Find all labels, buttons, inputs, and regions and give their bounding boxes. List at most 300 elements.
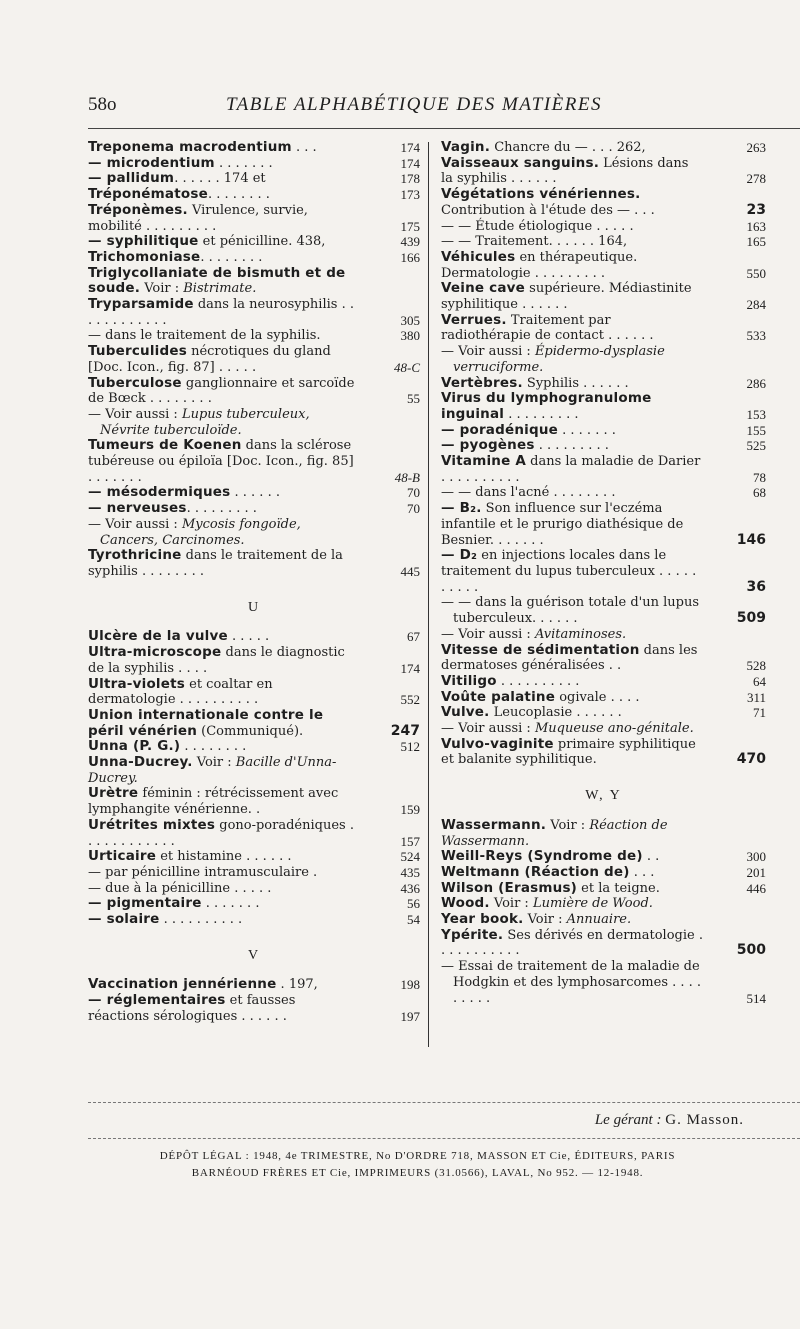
index-entry (88, 818, 420, 849)
entries-wy (441, 818, 766, 1006)
entry-headword: — pigmentaire (88, 895, 202, 912)
entry-text (441, 881, 766, 897)
entry-description: Voir : (523, 912, 567, 928)
entry-text (88, 140, 420, 156)
entry-headword: Virus du lymphogranulome inguinal (441, 390, 652, 422)
entry-description: . . . . . . . (201, 896, 260, 912)
entry-description: — — dans l'acné . . . . . . . . (441, 485, 616, 501)
separator-rule (88, 1102, 800, 1103)
entry-text (88, 755, 420, 786)
entry-description: dans la sclérose tubéreuse ou épiloïa [Doc. Icon., fig. 85] . . . . . . . (88, 438, 354, 485)
entry-page-number: 70 (407, 501, 420, 517)
entry-description: et coaltar en dermatologie . . . . . . . . . . (88, 676, 273, 708)
entry-page-number: 146 (736, 531, 766, 548)
index-entry (441, 865, 766, 881)
gerant-line (595, 1112, 744, 1129)
entry-page-number: 78 (753, 469, 766, 485)
entries-t (88, 140, 420, 580)
footer-rule (88, 1138, 800, 1139)
entry-headword: Verrues. (441, 311, 507, 328)
index-entry (88, 376, 420, 407)
entry-text (441, 423, 766, 439)
entry-description: . . . . . (227, 629, 270, 645)
index-entry (441, 881, 766, 897)
entry-text (441, 219, 766, 235)
index-entry (88, 407, 420, 438)
entry-page-number: 201 (746, 864, 766, 880)
entry-headword: Urètre (88, 785, 139, 802)
entry-page-number: 436 (400, 880, 420, 896)
entry-headword: — poradénique (441, 421, 558, 438)
entry-headword: Trichomoniase (88, 248, 201, 265)
index-entry (441, 250, 766, 281)
index-entry (441, 674, 766, 690)
index-entry (88, 344, 420, 375)
entry-text (441, 737, 766, 768)
entry-text (88, 344, 420, 375)
entry-headword: — D₂ (441, 547, 478, 564)
entry-text (88, 501, 420, 517)
entry-headword: Vitiligo (441, 672, 497, 689)
entry-text (441, 281, 766, 312)
index-entry (88, 977, 420, 993)
entry-page-number: 278 (746, 171, 766, 187)
entry-description: dans la maladie de Darier . . . . . . . . . . (441, 454, 701, 485)
gerant-name: G. Masson. (665, 1112, 744, 1128)
entry-description: . . . . . . . . . (186, 501, 257, 517)
entry-description: Leucoplasie . . . . . . (489, 705, 622, 721)
entry-headword: Tréponématose (88, 186, 208, 203)
entry-headword: Treponema macrodentium (88, 139, 292, 155)
index-entry (88, 156, 420, 172)
imprint-line-2: BARNÉOUD FRÈRES ET Cie, IMPRIMEURS (31.0566), LAVAL, No 952. — 12-1948. (191, 1167, 644, 1179)
entry-page-number: 174 (400, 660, 420, 676)
index-entry (441, 896, 766, 912)
entry-page-number: 157 (400, 833, 420, 849)
index-entry (88, 755, 420, 786)
entry-page-number: 197 (400, 1008, 420, 1024)
entry-text (441, 721, 766, 737)
entry-headword: Weltmann (Réaction de) (441, 863, 630, 880)
index-entry (88, 328, 420, 344)
index-entry (88, 171, 420, 187)
entry-headword: Unna-Ducrey. (88, 754, 193, 771)
entry-headword: Vulve. (441, 704, 490, 721)
entry-text (88, 234, 420, 250)
entry-headword: Wood. (441, 895, 490, 912)
index-entry (441, 643, 766, 674)
entry-text (88, 156, 420, 172)
entry-text (441, 849, 766, 865)
entry-description: . . . . . . . . . (534, 438, 609, 454)
entry-text (441, 313, 766, 344)
entry-page-number: 36 (746, 578, 766, 595)
entry-description: . . . . . . . . . . (159, 912, 243, 928)
index-entry (88, 865, 420, 881)
entry-text (441, 928, 766, 959)
entry-description: et la teigne. (577, 880, 660, 896)
entry-headword: Unna (P. G.) (88, 738, 181, 755)
index-entry (441, 959, 766, 1006)
entries-v-right (441, 140, 766, 768)
entry-description: — — Traitement. . . . . . 164, (441, 234, 628, 250)
entry-description: . . . . . . 174 et (174, 171, 266, 187)
entry-headword: Tyrothricine (88, 547, 182, 564)
entry-headword: — réglementaires (88, 992, 226, 1009)
entry-description: Voir : (489, 896, 533, 912)
entry-headword: Vitamine A (441, 453, 527, 470)
entry-text (88, 865, 420, 881)
index-entry (88, 548, 420, 579)
index-entry (441, 818, 766, 849)
entry-text (441, 140, 766, 156)
entry-text (88, 912, 420, 928)
index-entry (88, 786, 420, 817)
entry-description: . . . . . . . . (200, 249, 263, 265)
entry-headword: Tumeurs de Koenen (88, 437, 242, 454)
entry-headword: Vaisseaux sanguins. (441, 154, 600, 171)
entry-page-number: 500 (736, 942, 766, 959)
entry-description: dans le diagnostic de la syphilis . . . . (88, 645, 345, 676)
entry-page-number: 163 (746, 218, 766, 234)
entry-description: en injections locales dans le traitement du lupus tuberculeux . . . . . . . . . . (441, 548, 697, 595)
entry-text (441, 438, 766, 454)
entry-description: . . (642, 849, 660, 865)
entry-headword: — pallidum (88, 170, 175, 187)
entry-text (88, 438, 420, 485)
entry-description: primaire syphilitique et balanite syphilitique. (441, 736, 696, 768)
entry-page-number: 198 (400, 977, 420, 993)
entry-text (441, 912, 766, 928)
entry-headword: — pyogènes (441, 437, 535, 454)
index-entry (441, 721, 766, 737)
entry-headword: Voûte palatine (441, 688, 556, 705)
entry-headword: Ultra-microscope (88, 644, 222, 661)
entry-page-number: 174 (400, 140, 420, 155)
entry-text (88, 977, 420, 993)
entry-description: . . . (291, 140, 317, 155)
header-rule (88, 128, 800, 129)
entry-description: Ses dérivés en dermatologie . . . . . . . . . . . (441, 927, 703, 959)
entry-description: — Voir aussi : (441, 344, 535, 360)
index-entry (88, 187, 420, 203)
entry-description: supérieure. Médiastinite syphilitique . . . . . . (441, 281, 692, 313)
entry-headword: Ypérite. (441, 926, 504, 943)
entry-text (441, 485, 766, 501)
index-entry (88, 501, 420, 517)
index-entry (441, 548, 766, 595)
entry-headword: Vulvo-vaginite (441, 735, 554, 752)
entry-page-number: 550 (746, 265, 766, 281)
entry-text (441, 250, 766, 281)
index-entry (88, 645, 420, 676)
entry-headword: Tuberculose (88, 374, 182, 391)
entry-text (88, 786, 420, 817)
entry-page-number: 64 (753, 673, 766, 689)
entry-page-number: 54 (407, 912, 420, 928)
entry-description: Chancre du — . . . 262, (490, 140, 646, 155)
index-entry (88, 234, 420, 250)
entry-description: . . . . . . . . . (504, 406, 579, 422)
entry-headword: Wassermann. (441, 816, 547, 833)
entry-headword: Weill-Reys (Syndrome de) (441, 848, 643, 865)
entry-text (88, 171, 420, 187)
entry-description: nécrotiques du gland [Doc. Icon., fig. 87] . . . . . (88, 344, 331, 375)
entries-u (88, 629, 420, 927)
entry-headword: Urétrites mixtes (88, 816, 216, 833)
index-entry (441, 423, 766, 439)
section-letter-u: U (247, 599, 261, 615)
entry-headword: Vagin. (441, 139, 491, 155)
entry-description: dans les dermatoses généralisées . . (441, 642, 698, 674)
page-header (88, 94, 800, 124)
index-entry (88, 708, 420, 739)
entry-page-number: 70 (407, 485, 420, 501)
entry-description: et fausses réactions sérologiques . . . . . . (88, 993, 296, 1024)
entry-page-number: 439 (400, 234, 420, 250)
entry-headword: Végétations vénériennes. (441, 186, 641, 203)
entry-page-number: 380 (400, 328, 420, 344)
entry-page-number: 284 (746, 297, 766, 313)
entry-page-number: 552 (400, 692, 420, 708)
entry-description: Voir : (192, 755, 236, 771)
entry-page-number: 305 (400, 312, 420, 328)
entry-crossref: Lupus tuberculeux, Névrite tuberculoïde. (100, 406, 310, 438)
entry-description: Virulence, survie, mobilité . . . . . . . . . (88, 202, 308, 234)
entry-text (441, 344, 766, 375)
entry-page-number: 155 (746, 422, 766, 438)
index-entry (88, 517, 420, 548)
entry-description: et pénicilline. 438, (198, 234, 326, 250)
entry-headword: — solaire (88, 911, 160, 928)
entry-text (441, 376, 766, 392)
index-entry (441, 344, 766, 375)
entry-page-number: 48-C (394, 359, 420, 375)
entry-text (88, 407, 420, 438)
entry-crossref: Mycosis fongoïde, Cancers, Carcinomes. (100, 516, 301, 548)
entry-page-number: 159 (400, 802, 420, 818)
entry-description: — due à la pénicilline . . . . . (88, 880, 272, 896)
entry-page-number: 263 (746, 140, 766, 155)
index-entry (441, 219, 766, 235)
entry-description: Voir : (140, 281, 184, 297)
index-entry (441, 313, 766, 344)
entry-text (441, 454, 766, 485)
entry-text (441, 690, 766, 706)
entry-description: gono-poradéniques . . . . . . . . . . . . (88, 817, 354, 849)
entry-description: . . . . . . . (214, 155, 273, 171)
entry-description: — — Étude étiologique . . . . . (441, 218, 634, 234)
entry-headword: — mésodermiques (88, 484, 231, 501)
entry-text (88, 187, 420, 203)
gerant-label: Le gérant : (594, 1112, 666, 1128)
right-column (441, 140, 766, 1006)
entry-description: — par pénicilline intramusculaire . (88, 864, 318, 880)
entry-headword: Ultra-violets (88, 675, 185, 692)
entry-page-number: 165 (746, 234, 766, 250)
entry-page-number: 512 (400, 739, 420, 755)
entry-text (88, 517, 420, 548)
entry-page-number: 48-B (394, 469, 420, 485)
entry-description: — dans le traitement de la syphilis. (88, 328, 321, 344)
index-entry (441, 928, 766, 959)
entry-headword: Wilson (Erasmus) (441, 879, 578, 896)
entry-page-number: 23 (746, 201, 766, 218)
index-entry (441, 376, 766, 392)
entry-headword: Véhicules (441, 248, 516, 265)
entry-text (88, 266, 420, 297)
entry-page-number: 71 (753, 705, 766, 721)
entry-text (441, 548, 766, 595)
entry-text (88, 203, 420, 234)
entry-description: ogivale . . . . (555, 689, 640, 705)
section-letter-wy: W, Y (585, 788, 622, 804)
entry-page-number: 470 (736, 751, 766, 768)
entry-text (88, 993, 420, 1024)
entry-text (88, 896, 420, 912)
index-entry (441, 705, 766, 721)
entry-text (441, 187, 766, 218)
entry-description: . . . . . . (230, 485, 280, 501)
entry-text (441, 156, 766, 187)
entry-text (441, 501, 766, 548)
entry-headword: — microdentium (88, 154, 215, 171)
entry-page-number: 68 (753, 485, 766, 501)
entry-description: en thérapeutique. Dermatologie . . . . . . . . . (441, 249, 638, 281)
entry-text (88, 485, 420, 501)
entry-description: — — dans la guérison totale d'un lupus tuberculeux. . . . . . (441, 595, 699, 627)
entry-text (88, 849, 420, 865)
entry-description: . 197, (276, 977, 318, 993)
entry-page-number: 67 (407, 629, 420, 645)
entry-headword: Urticaire (88, 848, 157, 865)
entry-headword: Tréponèmes. (88, 201, 188, 218)
entry-text (88, 645, 420, 676)
index-entry (88, 849, 420, 865)
entry-description: féminin : rétrécissement avec lymphangite vénérienne. . (88, 786, 339, 818)
entry-description: — Voir aussi : (441, 626, 535, 642)
entry-text (441, 627, 766, 643)
entry-text (441, 959, 766, 1006)
running-title: TABLE ALPHABÉTIQUE DES MATIÈRES (226, 94, 602, 115)
entry-headword: Tuberculides (88, 343, 187, 360)
entry-crossref: Bistrimate. (183, 281, 257, 297)
entry-headword: — B₂. (441, 500, 482, 517)
entry-crossref: Réaction de Wassermann. (441, 817, 668, 849)
left-column (88, 140, 420, 1025)
entry-text (441, 643, 766, 674)
entry-page-number: 55 (407, 391, 420, 407)
index-entry (441, 454, 766, 485)
index-entry (88, 896, 420, 912)
entry-headword: Ulcère de la vulve (88, 628, 228, 645)
entry-description: Syphilis . . . . . . (522, 375, 629, 391)
index-entry (88, 677, 420, 708)
entry-text (441, 234, 766, 250)
index-entry (441, 156, 766, 187)
entry-description: — Voir aussi : (88, 516, 182, 532)
entry-text (441, 896, 766, 912)
index-entry (441, 595, 766, 626)
entry-description: . . . . . . . (558, 422, 616, 438)
entry-page-number: 528 (746, 658, 766, 674)
entry-crossref: Épidermo-dysplasie verruciforme. (453, 344, 665, 375)
entry-text (88, 548, 420, 579)
entry-description: ganglionnaire et sarcoïde de Bœck . . . . . . . . (88, 375, 355, 407)
index-entry (441, 187, 766, 218)
index-entry (88, 912, 420, 928)
index-entry (441, 140, 766, 156)
index-entry (441, 737, 766, 768)
index-entry (88, 739, 420, 755)
entry-text (88, 677, 420, 708)
entry-crossref: Annuaire. (566, 912, 632, 928)
index-entry (441, 391, 766, 422)
entry-page-number: 247 (390, 722, 420, 739)
entry-crossref: Muqueuse ano-génitale. (534, 721, 694, 737)
entry-headword: Year book. (441, 911, 524, 928)
index-entry (88, 993, 420, 1024)
entry-text (88, 739, 420, 755)
entry-page-number: 166 (400, 249, 420, 265)
entry-headword: Vertèbres. (441, 374, 523, 391)
entry-description: Contribution à l'étude des — . . . (441, 202, 655, 218)
entry-text (88, 629, 420, 645)
entry-text (88, 297, 420, 328)
index-entry (441, 627, 766, 643)
index-entry (88, 140, 420, 156)
entry-crossref: Bacille d'Unna-Ducrey. (88, 755, 337, 786)
entry-description: — Essai de traitement de la maladie de Hodgkin et des lymphosarcomes . . . . . . . . . (441, 959, 702, 1006)
entry-description: (Communiqué). (197, 723, 304, 739)
entry-description: et histamine . . . . . . (156, 849, 292, 865)
index-entry (88, 881, 420, 897)
index-entry (88, 629, 420, 645)
entry-page-number: 514 (746, 990, 766, 1006)
index-entry (441, 849, 766, 865)
entry-page-number: 153 (746, 406, 766, 422)
imprint-footer (95, 1148, 740, 1182)
page-number: 58o (88, 94, 117, 115)
index-entry (441, 281, 766, 312)
entry-description: . . . (629, 864, 655, 880)
imprint-line-1: DÉPÔT LÉGAL : 1948, 4e TRIMESTRE, No D'ORDRE 718, MASSON ET Cie, ÉDITEURS, PARIS (159, 1150, 676, 1162)
entry-headword: — nerveuses (88, 500, 187, 517)
entry-text (441, 705, 766, 721)
entry-description: dans la neurosyphilis . . . . . . . . . . . . (88, 297, 354, 328)
entry-text (88, 818, 420, 849)
entry-text (88, 328, 420, 344)
entry-text (441, 674, 766, 690)
entry-page-number: 286 (746, 375, 766, 391)
entry-description: — Voir aussi : (441, 721, 535, 737)
entry-page-number: 311 (746, 689, 766, 705)
entry-crossref: Avitaminoses. (534, 626, 627, 642)
column-divider (428, 142, 429, 1047)
entry-text (88, 376, 420, 407)
index-entry (441, 438, 766, 454)
entry-page-number: 525 (746, 438, 766, 454)
entry-page-number: 175 (400, 218, 420, 234)
section-letter-v: V (247, 947, 261, 963)
index-entry (88, 438, 420, 485)
index-entry (88, 250, 420, 266)
entry-text (441, 595, 766, 626)
entry-headword: Union internationale contre le péril vénérien (88, 706, 324, 739)
entry-page-number: 524 (400, 849, 420, 865)
entry-headword: Vaccination jennérienne (88, 976, 277, 993)
entry-description: . . . . . . . . (207, 187, 270, 203)
